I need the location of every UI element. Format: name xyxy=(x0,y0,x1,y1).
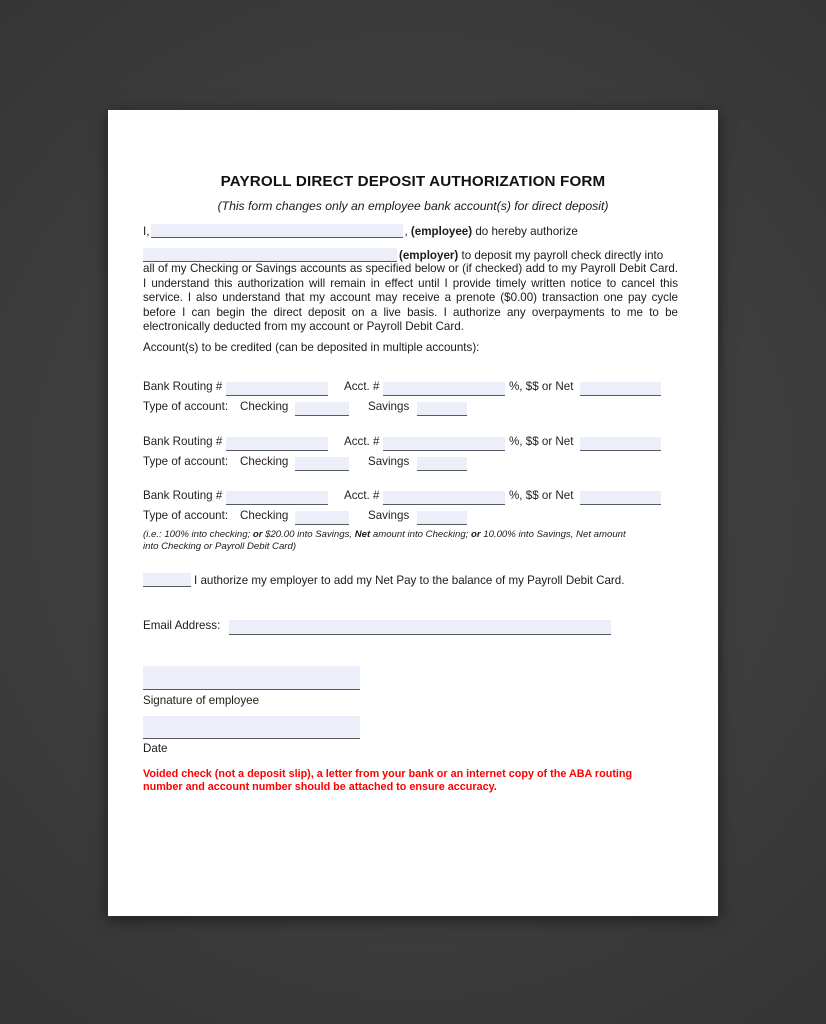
employer-label: (employer) xyxy=(399,249,459,262)
employee-label: (employee) xyxy=(410,225,473,238)
savings-label: Savings xyxy=(368,509,410,522)
signature-field[interactable] xyxy=(143,666,360,690)
checking-field[interactable] xyxy=(295,402,349,416)
savings-label: Savings xyxy=(368,455,410,468)
employee-comma: , xyxy=(404,225,411,238)
example-note-part1: (i.e.: 100% into checking; xyxy=(143,529,253,540)
checking-label: Checking xyxy=(240,400,289,413)
routing-number-field[interactable] xyxy=(226,437,328,451)
percent-amount-field[interactable] xyxy=(580,491,661,505)
acct-label: Acct. # xyxy=(344,380,380,393)
routing-label: Bank Routing # xyxy=(143,489,223,502)
savings-field[interactable] xyxy=(417,457,467,471)
authorization-paragraph: all of my Checking or Savings accounts as specified below or (if checked) add to my Payroll Debit Card. I understand this authorization will remain in effect until I provide timely written notice to cancel this service. I also understand that my account may receive a prenote ($0.00) transaction one pay cycle before I can begin the direct deposit on a live basis. I authorize any overpayments to me to be electronically deducted from my account or Payroll Debit Card. xyxy=(143,262,678,334)
netpay-checkbox-field[interactable] xyxy=(143,573,191,587)
example-note-or-1: or xyxy=(252,529,263,540)
routing-number-field[interactable] xyxy=(226,382,328,396)
employee-line-lead: I, xyxy=(143,225,150,238)
checking-label: Checking xyxy=(240,455,289,468)
savings-field[interactable] xyxy=(417,402,467,416)
email-address-field[interactable] xyxy=(229,620,611,635)
employee-name-field[interactable] xyxy=(151,224,403,238)
example-note-part3: amount into Checking; xyxy=(370,529,471,540)
savings-field[interactable] xyxy=(417,511,467,525)
checking-label: Checking xyxy=(240,509,289,522)
employer-line-tail: to deposit my payroll check directly into xyxy=(458,249,664,262)
accounts-intro-text: Account(s) to be credited (can be deposited in multiple accounts): xyxy=(143,341,480,354)
account-number-field[interactable] xyxy=(383,437,505,451)
acct-label: Acct. # xyxy=(344,489,380,502)
percent-label: %, $$ or Net xyxy=(509,435,574,448)
checking-field[interactable] xyxy=(295,457,349,471)
employee-line-tail: do hereby authorize xyxy=(472,225,578,238)
savings-label: Savings xyxy=(368,400,410,413)
document-page xyxy=(108,110,718,916)
email-label: Email Address: xyxy=(143,619,221,632)
attachment-notice: Voided check (not a deposit slip), a letter from your bank or an internet copy of the ABA routing number and account number should be attached to ensure accuracy. xyxy=(143,768,633,793)
employee-authorization-line xyxy=(143,224,683,240)
account-number-field[interactable] xyxy=(383,382,505,396)
routing-number-field[interactable] xyxy=(226,491,328,505)
routing-label: Bank Routing # xyxy=(143,435,223,448)
netpay-authorization-line xyxy=(143,573,683,589)
percent-label: %, $$ or Net xyxy=(509,380,574,393)
netpay-text: I authorize my employer to add my Net Pay to the balance of my Payroll Debit Card. xyxy=(194,574,625,587)
percent-label: %, $$ or Net xyxy=(509,489,574,502)
account-number-field[interactable] xyxy=(383,491,505,505)
employer-name-field[interactable] xyxy=(143,248,397,262)
form-sheet xyxy=(143,110,683,916)
example-note-net: Net xyxy=(354,529,371,540)
example-note xyxy=(143,529,643,552)
routing-label: Bank Routing # xyxy=(143,380,223,393)
percent-amount-field[interactable] xyxy=(580,382,661,396)
page-title: PAYROLL DIRECT DEPOSIT AUTHORIZATION FORM xyxy=(220,173,606,190)
page-subtitle: (This form changes only an employee bank account(s) for direct deposit) xyxy=(217,199,609,213)
percent-amount-field[interactable] xyxy=(580,437,661,451)
example-note-part4: 10.00% into Savings, Net amount into Checking or Payroll Debit Card) xyxy=(143,529,626,552)
example-note-or-2: or xyxy=(471,529,481,540)
checking-field[interactable] xyxy=(295,511,349,525)
email-line xyxy=(143,619,683,634)
acct-label: Acct. # xyxy=(344,435,380,448)
date-label: Date xyxy=(143,742,168,755)
example-note-part2: $20.00 into Savings, xyxy=(262,529,355,540)
account-type-label: Type of account: xyxy=(143,400,229,413)
signature-label: Signature of employee xyxy=(143,694,260,707)
account-type-label: Type of account: xyxy=(143,455,229,468)
date-field[interactable] xyxy=(143,716,360,739)
account-type-label: Type of account: xyxy=(143,509,229,522)
